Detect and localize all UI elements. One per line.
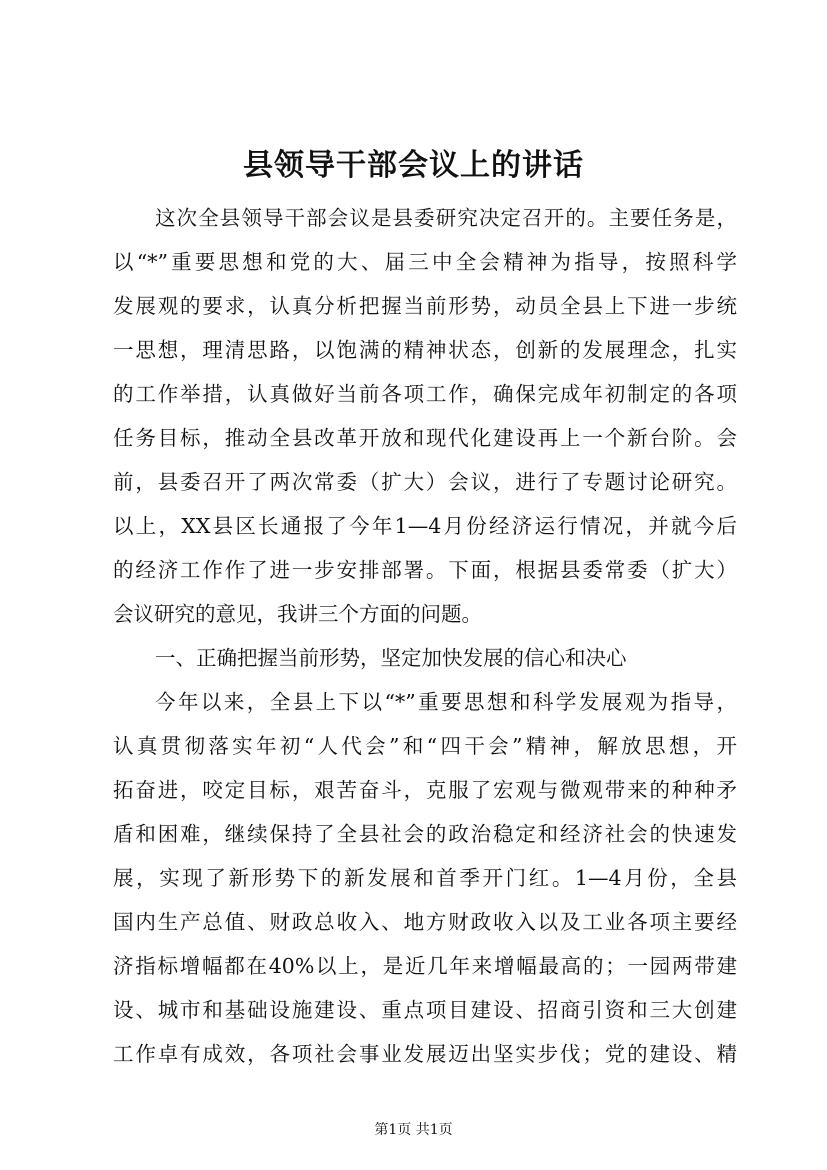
- document-body: [113, 196, 737, 1076]
- body-text-line: 的经济工作作了进一步安排部署。下面，根据县委常委（扩大）: [113, 558, 737, 582]
- body-text-line: 盾和困难，继续保持了全县社会的政治稳定和经济社会的快速发: [113, 822, 737, 846]
- body-text-line: 认真贯彻落实年初“人代会”和“四干会”精神，解放思想，开: [113, 734, 737, 758]
- body-text-line: 以上，XX县区长通报了今年1—4月份经济运行情况，并就今后: [113, 514, 737, 538]
- body-text-line: 的工作举措，认真做好当前各项工作，确保完成年初制定的各项: [113, 382, 737, 406]
- body-text-line: 拓奋进，咬定目标，艰苦奋斗，克服了宏观与微观带来的种种矛: [113, 778, 737, 802]
- body-text-line: 展，实现了新形势下的新发展和首季开门红。1—4月份，全县: [113, 866, 737, 890]
- body-text-line: 发展观的要求，认真分析把握当前形势，动员全县上下进一步统: [113, 294, 737, 318]
- body-text-line: 以“*”重要思想和党的大、届三中全会精神为指导，按照科学: [113, 250, 737, 274]
- body-text-line: 任务目标，推动全县改革开放和现代化建设再上一个新台阶。会: [113, 426, 737, 450]
- body-text-line: 济指标增幅都在40%以上，是近几年来增幅最高的；一园两带建: [113, 954, 737, 978]
- document-title: 县领导干部会议上的讲话: [243, 148, 584, 183]
- body-text-line: 前，县委召开了两次常委（扩大）会议，进行了专题讨论研究。: [113, 470, 737, 494]
- body-text-line: 会议研究的意见，我讲三个方面的问题。: [113, 602, 482, 626]
- body-text-line: 这次全县领导干部会议是县委研究决定召开的。主要任务是，: [155, 206, 737, 230]
- body-text-line: 一思想，理清思路，以饱满的精神状态，创新的发展理念，扎实: [113, 338, 737, 362]
- body-text-line: 国内生产总值、财政总收入、地方财政收入以及工业各项主要经: [113, 910, 737, 934]
- body-text-line: 今年以来，全县上下以“*”重要思想和科学发展观为指导，: [155, 690, 737, 714]
- body-text-line: 工作卓有成效，各项社会事业发展迈出坚实步伐；党的建设、精: [113, 1042, 737, 1066]
- page-footer: 第1页 共1页: [374, 1122, 453, 1138]
- body-text-line: 设、城市和基础设施建设、重点项目建设、招商引资和三大创建: [113, 998, 737, 1022]
- body-text-line: 一、正确把握当前形势，坚定加快发展的信心和决心: [155, 646, 627, 670]
